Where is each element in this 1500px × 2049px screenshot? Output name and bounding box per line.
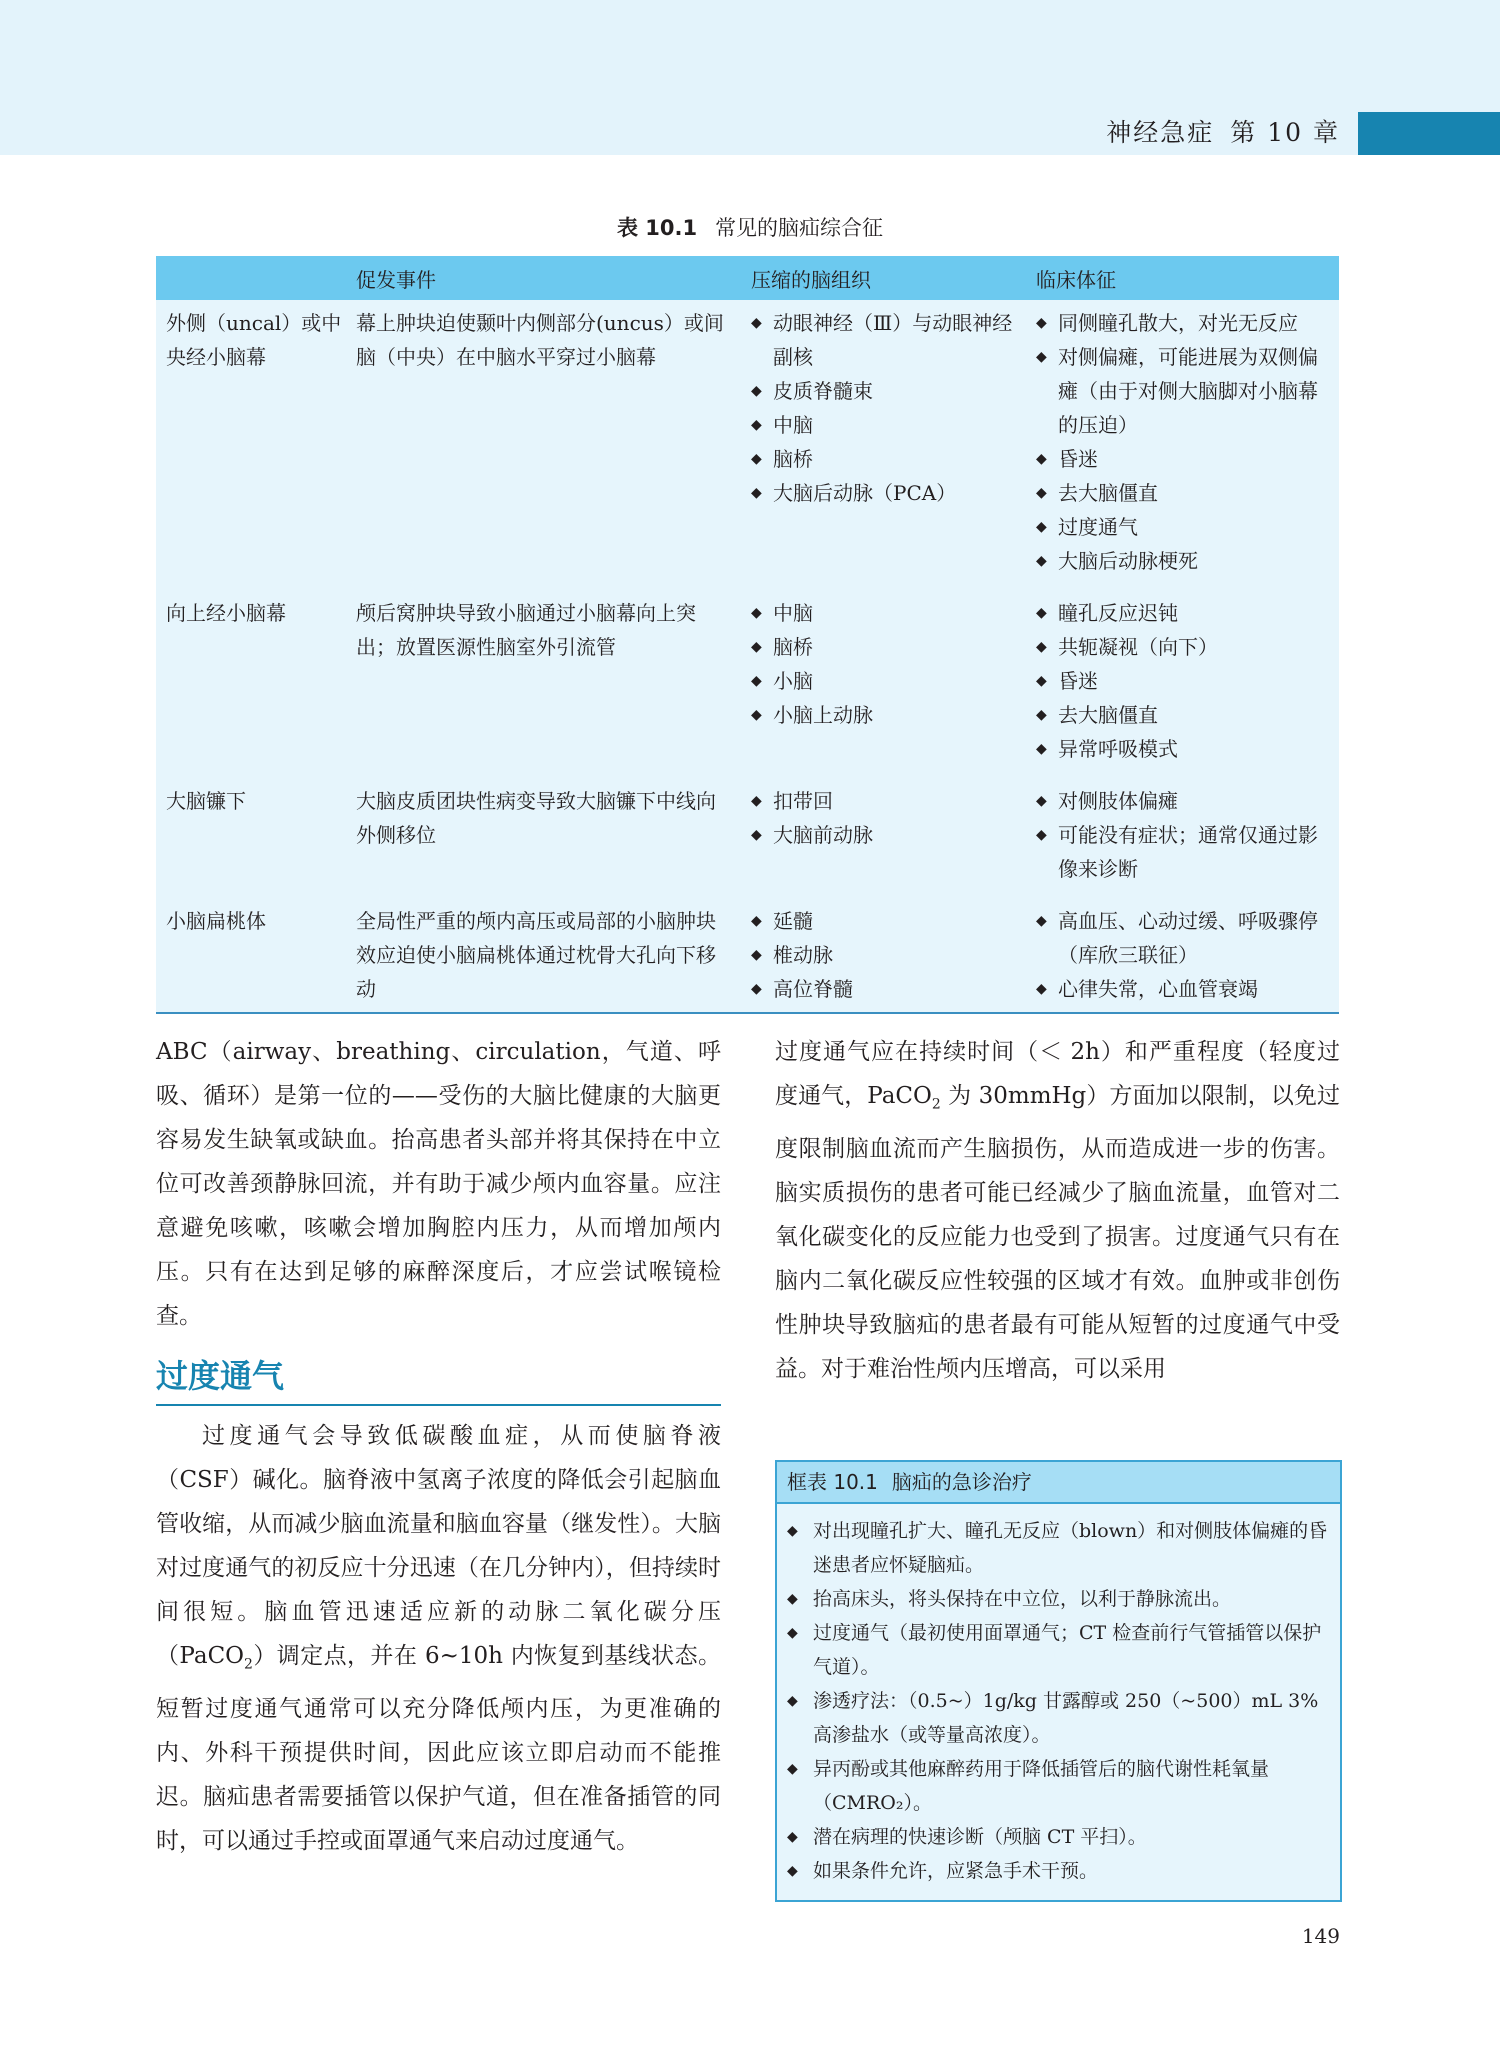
table-body [156,300,1339,1012]
table-row [156,300,1339,588]
tissue-item: ◆ 中脑 [751,408,1024,442]
tissue-item: ◆ 大脑前动脉 [751,818,1024,852]
section-heading: 过度通气 [156,1352,721,1406]
table-number: 表 10.1 [616,216,698,240]
box-list-item: ◆ 过度通气（最初使用面罩通气；CT 检查前行气管插管以保护气道）。 [787,1616,1332,1684]
tissue-item: ◆ 中脑 [751,596,1024,630]
tissue-item: ◆ 高位脊髓 [751,972,1024,1006]
table-header-cell: 促发事件 [356,267,436,292]
box-number: 框表 10.1 [787,1470,878,1494]
body-paragraph: ABC（airway、breathing、circulation，气道、呼吸、循环）是第一位的——受伤的大脑比健康的大脑更容易发生缺氧或缺血。抬高患者头部并将其保持在中立位可改善颈静脉回流，并有助于减少颅内血容量。应注意避免咳嗽，咳嗽会增加胸腔内压力，从而增加颅内压。只有在达到足够的麻醉深度后，才应尝试喉镜检查。 [156,1039,721,1329]
box-list-item: ◆ 抬高床头，将头保持在中立位，以利于静脉流出。 [787,1582,1332,1616]
header-accent-bar [1358,112,1500,155]
page-number: 149 [1301,1924,1340,1948]
herniation-type: 大脑镰下 [166,789,246,813]
box-list [777,1504,1340,1900]
table-row [156,896,1339,1012]
clinical-signs-cell [1036,904,1339,1006]
herniation-type: 向上经小脑幕 [166,601,286,625]
clinical-signs-cell [1036,596,1339,766]
herniation-type: 外侧（uncal）或中央经小脑幕 [166,311,342,369]
sign-item: ◆ 对侧肢体偏瘫 [1036,784,1329,818]
precipitating-event: 颅后窝肿块导致小脑通过小脑幕向上突出；放置医源性脑室外引流管 [356,601,696,659]
box-header [777,1462,1340,1504]
running-head-section: 神经急症 [1106,118,1215,147]
tissue-item: ◆ 皮质脊髓束 [751,374,1024,408]
tissue-item: ◆ 脑桥 [751,442,1024,476]
sign-item: ◆ 共轭凝视（向下） [1036,630,1329,664]
body-paragraph: 过度通气会导致低碳酸血症，从而使脑脊液（CSF）碱化。脑脊液中氢离子浓度的降低会引起脑血管收缩，从而减少脑血流量和脑血容量（继发性）。大脑对过度通气的初反应十分迅速（在几分钟内），但持续时间很短。脑血管迅速适应新的动脉二氧化碳分压（PaCO$_2$）调定点，并在 6~10h 内恢复到基线状态。短暂过度通气通常可以充分降低颅内压，为更准确的内、外科干预提供时间，因此应该立即启动而不能推迟。脑疝患者需要插管以保护气道，但在准备插管的同时，可以通过手控或面罩通气来启动过度通气。 [156,1423,722,1854]
table-caption: 常见的脑疝综合征 [715,216,884,240]
table-header-cell: 压缩的脑组织 [751,267,871,292]
sign-item: ◆ 心律失常，心血管衰竭 [1036,972,1329,1006]
running-head [1106,113,1340,153]
sign-item: ◆ 去大脑僵直 [1036,476,1329,510]
compressed-tissue-cell [751,904,1036,1006]
precipitating-event: 全局性严重的颅内高压或局部的小脑肿块效应迫使小脑扁桃体通过枕骨大孔向下移动 [356,909,716,1001]
tissue-item: ◆ 扣带回 [751,784,1024,818]
emergency-treatment-box [775,1460,1342,1902]
sign-item: ◆ 过度通气 [1036,510,1329,544]
sign-item: ◆ 昏迷 [1036,664,1329,698]
sign-item: ◆ 可能没有症状；通常仅通过影像来诊断 [1036,818,1329,886]
tissue-item: ◆ 小脑上动脉 [751,698,1024,732]
box-list-item: ◆ 异丙酚或其他麻醉药用于降低插管后的脑代谢性耗氧量（CMRO₂）。 [787,1752,1332,1820]
box-list-item: ◆ 渗透疗法：（0.5~）1g/kg 甘露醇或 250（~500）mL 3% 高渗盐水（或等量高浓度）。 [787,1684,1332,1752]
body-paragraph: 过度通气应在持续时间（＜ 2h）和严重程度（轻度过度通气，PaCO$_2$ 为 30mmHg）方面加以限制，以免过度限制脑血流而产生脑损伤，从而造成进一步的伤害。脑实质损伤的患者可能已经减少了脑血流量，血管对二氧化碳变化的反应能力也受到了损害。过度通气只有在脑内二氧化碳反应性较强的区域才有效。血肿或非创伤性肿块导致脑疝的患者最有可能从短暂的过度通气中受益。对于难治性颅内压增高，可以采用 [775,1039,1340,1382]
sign-item: ◆ 同侧瞳孔散大，对光无反应 [1036,306,1329,340]
tissue-item: ◆ 椎动脉 [751,938,1024,972]
tissue-item: ◆ 延髓 [751,904,1024,938]
left-column [156,1030,721,1863]
sign-item: ◆ 瞳孔反应迟钝 [1036,596,1329,630]
sign-item: ◆ 去大脑僵直 [1036,698,1329,732]
sign-item: ◆ 高血压、心动过缓、呼吸骤停（库欣三联征） [1036,904,1329,972]
tissue-item: ◆ 小脑 [751,664,1024,698]
sign-item: ◆ 大脑后动脉梗死 [1036,544,1329,578]
clinical-signs-cell [1036,306,1339,578]
clinical-signs-cell [1036,784,1339,886]
table-header-cell: 临床体征 [1036,267,1116,292]
box-list-item: ◆ 对出现瞳孔扩大、瞳孔无反应（blown）和对侧肢体偏瘫的昏迷患者应怀疑脑疝。 [787,1514,1332,1582]
box-title: 脑疝的急诊治疗 [891,1470,1032,1494]
herniation-type: 小脑扁桃体 [166,909,266,933]
running-head-chapter: 第 10 章 [1230,118,1340,147]
box-list-item: ◆ 如果条件允许，应紧急手术干预。 [787,1854,1332,1888]
table-title [0,212,1500,244]
precipitating-event: 大脑皮质团块性病变导致大脑镰下中线向外侧移位 [356,789,716,847]
sign-item: ◆ 对侧偏瘫，可能进展为双侧偏瘫（由于对侧大脑脚对小脑幕的压迫） [1036,340,1329,442]
compressed-tissue-cell [751,596,1036,766]
sign-item: ◆ 昏迷 [1036,442,1329,476]
precipitating-event: 幕上肿块迫使颞叶内侧部分(uncus）或间脑（中央）在中脑水平穿过小脑幕 [356,311,724,369]
table-row [156,588,1339,776]
right-column [775,1030,1340,1391]
herniation-table [156,256,1339,1014]
box-list-item: ◆ 潜在病理的快速诊断（颅脑 CT 平扫）。 [787,1820,1332,1854]
table-header-row [156,256,1339,300]
sign-item: ◆ 异常呼吸模式 [1036,732,1329,766]
tissue-item: ◆ 动眼神经（Ⅲ）与动眼神经副核 [751,306,1024,374]
compressed-tissue-cell [751,306,1036,578]
table-row [156,776,1339,896]
tissue-item: ◆ 脑桥 [751,630,1024,664]
tissue-item: ◆ 大脑后动脉（PCA） [751,476,1024,510]
compressed-tissue-cell [751,784,1036,886]
